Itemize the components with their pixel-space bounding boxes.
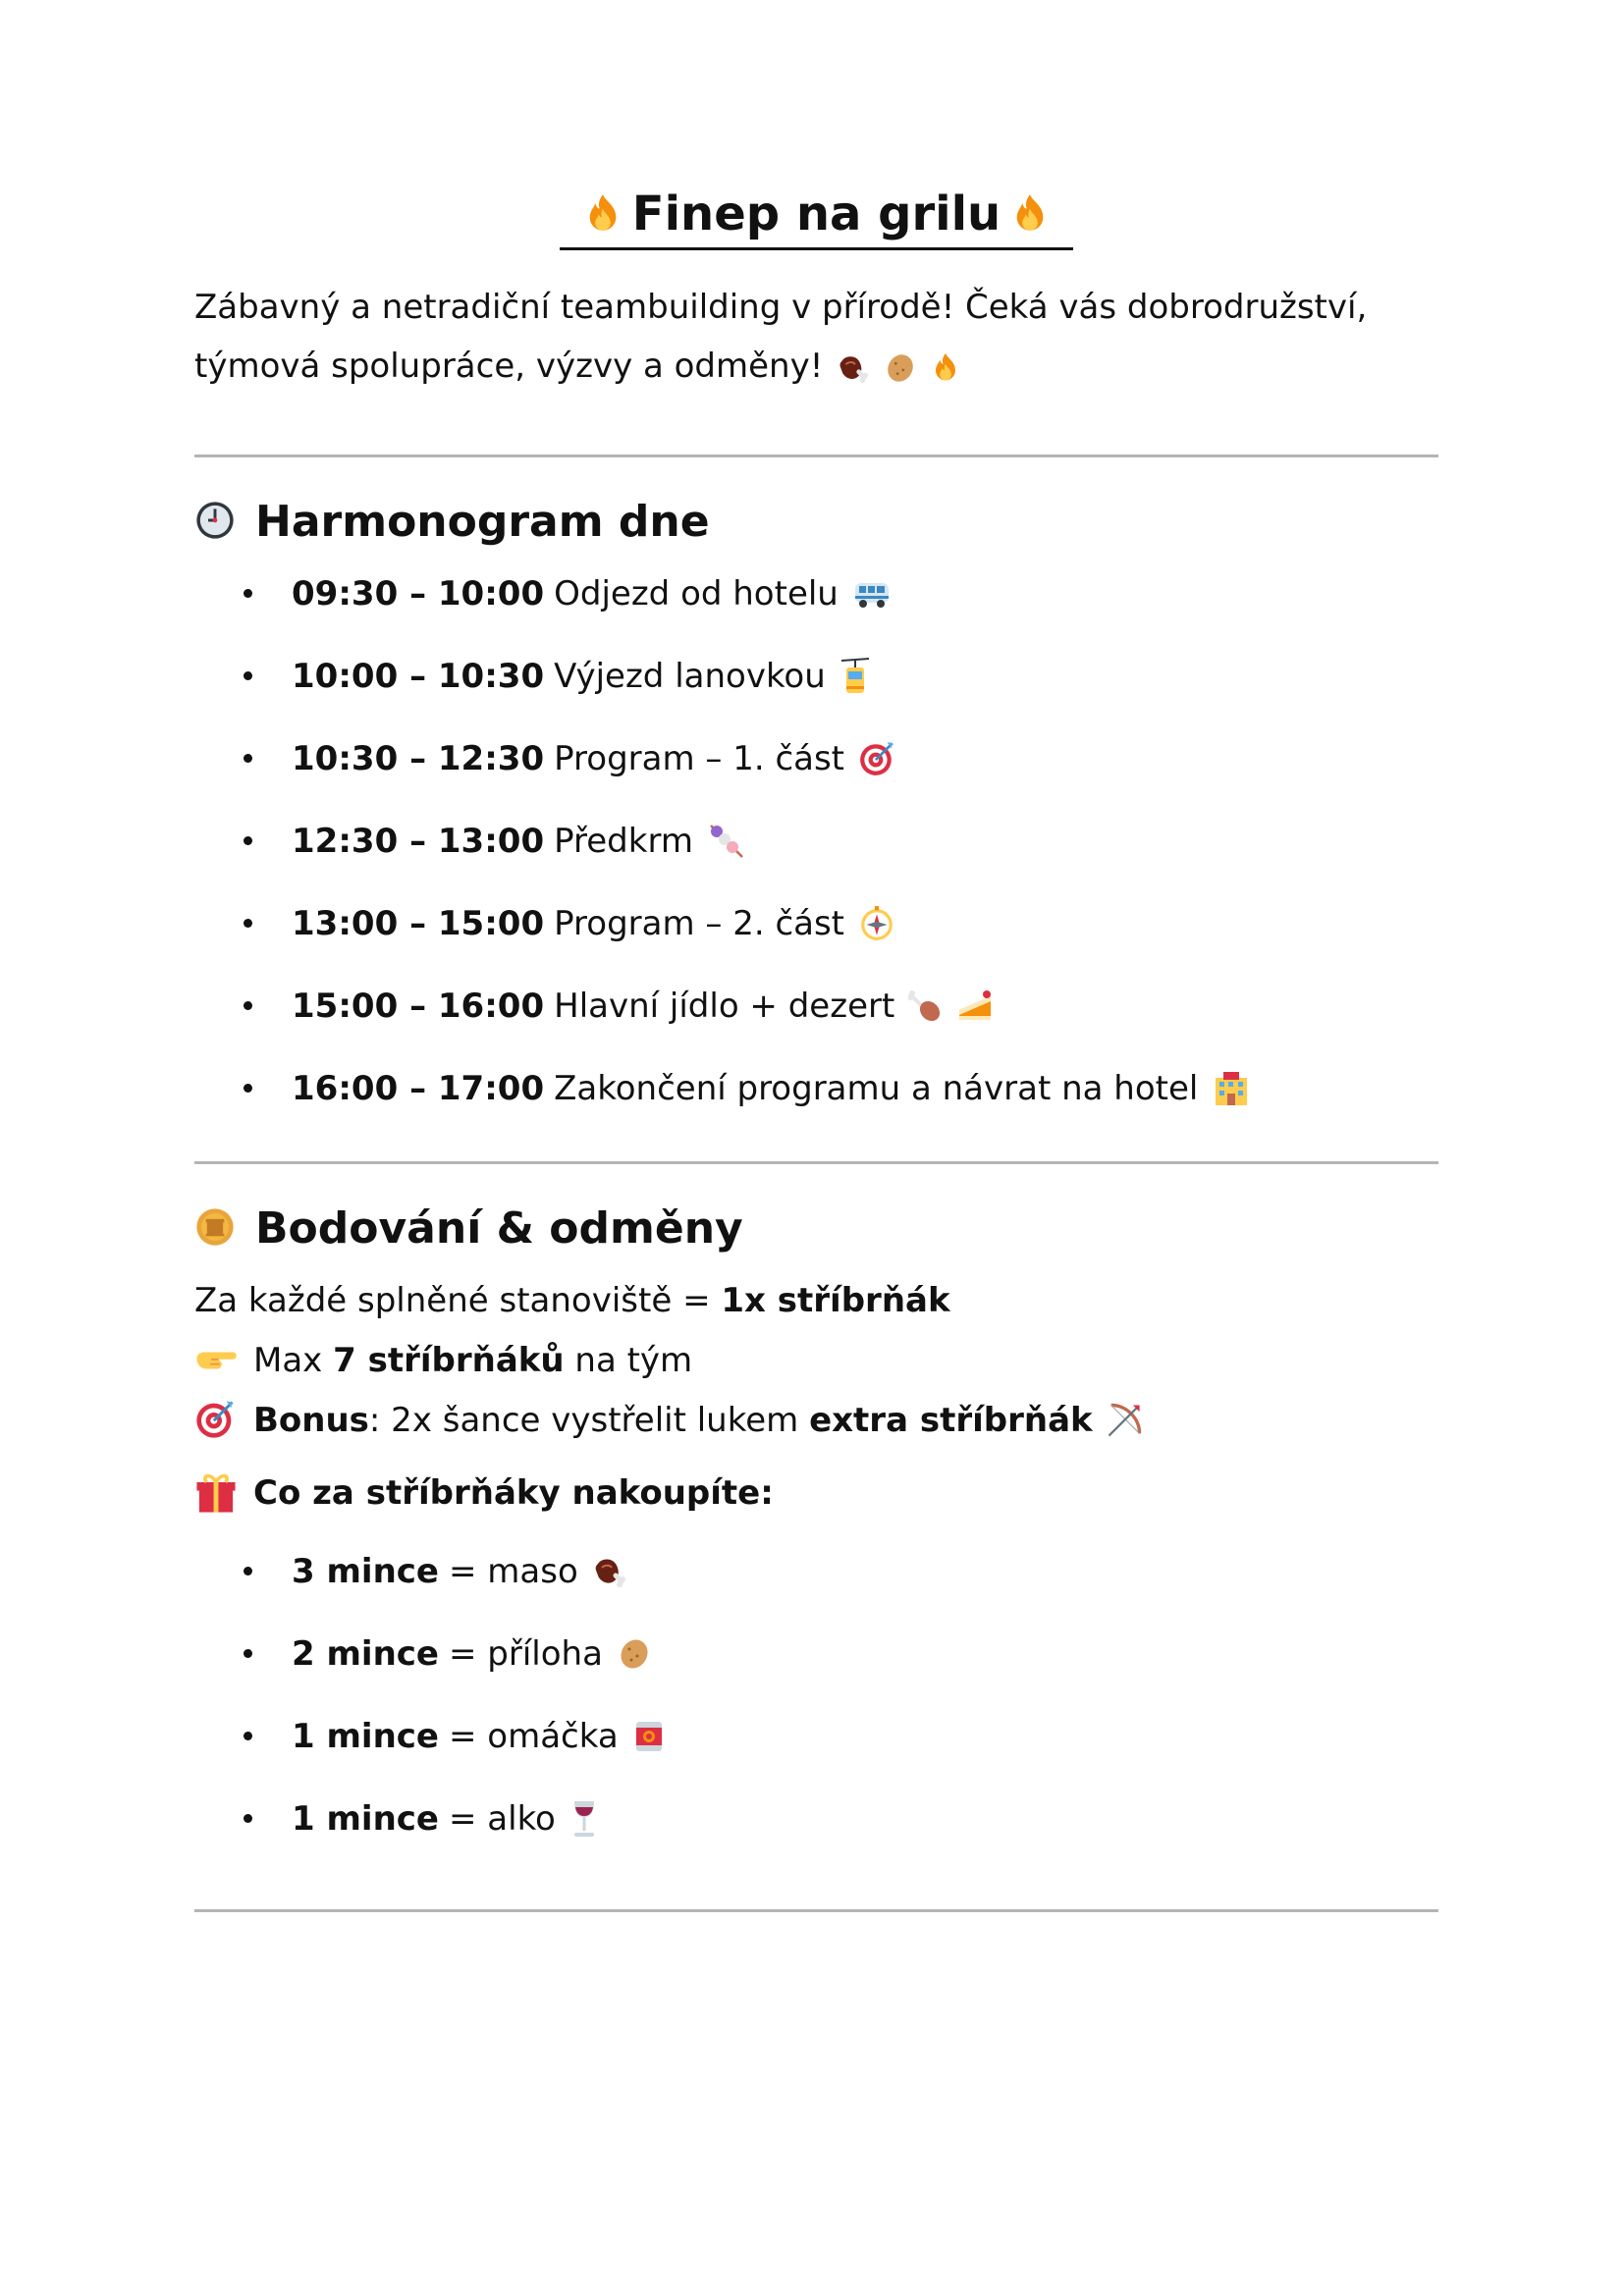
- scoring-line-3-bold2: extra stříbrňák: [809, 1400, 1093, 1440]
- scoring-line-2-bold: 7 stříbrňáků: [333, 1340, 565, 1380]
- scoring-line-2-post: na tým: [564, 1340, 693, 1380]
- shop-item: [244, 1550, 1438, 1593]
- schedule-text: Program – 2. část: [554, 903, 845, 943]
- skewer-icon: [707, 822, 746, 861]
- shop-item: [244, 1715, 1438, 1758]
- coin-icon: [194, 1206, 238, 1250]
- clock-icon: [194, 500, 238, 543]
- schedule-time: 10:00 – 10:30: [292, 656, 545, 696]
- schedule-time: 15:00 – 16:00: [292, 986, 545, 1026]
- fire-icon: [583, 190, 623, 236]
- scoring-line-1-bold: 1x stříbrňák: [721, 1280, 950, 1320]
- sauce-can-icon: [632, 1718, 666, 1755]
- shop-amount: 2 mince: [292, 1633, 439, 1674]
- schedule-text: Program – 1. část: [554, 738, 845, 778]
- schedule-item: [244, 820, 1438, 863]
- scoring-line-3: [194, 1399, 1438, 1442]
- shop-heading-text: Co za stříbrňáky nakoupíte:: [253, 1472, 774, 1513]
- schedule-text: Odjezd od hotelu: [554, 573, 839, 614]
- bullet: [244, 671, 252, 680]
- shop-amount: 3 mince: [292, 1551, 439, 1591]
- cake-icon: [957, 988, 997, 1024]
- bullet: [244, 1084, 252, 1093]
- schedule-item: [244, 737, 1438, 780]
- hotel-icon: [1212, 1070, 1251, 1107]
- potato-icon: [884, 351, 917, 385]
- schedule-text: Zakončení programu a návrat na hotel: [554, 1068, 1199, 1108]
- document-page: [194, 187, 1438, 1912]
- schedule-time: 09:30 – 10:00: [292, 573, 545, 614]
- bullet: [244, 1001, 252, 1010]
- target-icon: [194, 1399, 238, 1442]
- title-block: [194, 187, 1438, 250]
- schedule-text: Předkrm: [554, 821, 693, 861]
- shop-amount: 1 mince: [292, 1798, 439, 1839]
- fire-icon: [931, 349, 960, 385]
- bus-icon: [852, 577, 892, 611]
- fire-icon: [1010, 190, 1050, 236]
- divider: [194, 1909, 1438, 1912]
- intro-paragraph: [194, 278, 1438, 396]
- bow-and-arrow-icon: [1105, 1401, 1144, 1440]
- potato-icon: [617, 1636, 652, 1672]
- gift-icon: [194, 1471, 238, 1515]
- schedule-list: [194, 572, 1438, 1110]
- schedule-item: [244, 572, 1438, 615]
- schedule-item: [244, 902, 1438, 945]
- scoring-line-3-bold: Bonus: [253, 1400, 369, 1440]
- scoring-line-1-text: Za každé splněné stanoviště =: [194, 1280, 722, 1320]
- shop-text: = maso: [449, 1551, 578, 1591]
- schedule-item: [244, 985, 1438, 1028]
- schedule-time: 13:00 – 15:00: [292, 903, 545, 943]
- meat-on-bone-icon: [837, 351, 870, 385]
- title-text: Finep na grilu: [631, 187, 1001, 241]
- schedule-time: 16:00 – 17:00: [292, 1068, 545, 1108]
- schedule-text: Výjezd lanovkou: [554, 656, 826, 696]
- shop-text: = alko: [449, 1798, 556, 1839]
- divider: [194, 1161, 1438, 1164]
- bullet: [244, 919, 252, 928]
- schedule-item: [244, 1067, 1438, 1110]
- drumstick-icon: [908, 988, 944, 1024]
- shop-text: = příloha: [449, 1633, 603, 1674]
- bullet: [244, 589, 252, 598]
- scoring-heading: [194, 1203, 1438, 1254]
- shop-item: [244, 1797, 1438, 1841]
- scoring-heading-text: Bodování & odměny: [255, 1202, 743, 1254]
- bullet: [244, 1732, 252, 1740]
- scoring-line-2: [194, 1339, 1438, 1382]
- bullet: [244, 1567, 252, 1575]
- schedule-heading: [194, 497, 1438, 547]
- target-icon: [858, 740, 895, 777]
- bullet: [244, 836, 252, 845]
- divider: [194, 454, 1438, 457]
- schedule-text: Hlavní jídlo + dezert: [554, 986, 895, 1026]
- scoring-line-3-mid: : 2x šance vystřelit lukem: [368, 1400, 810, 1440]
- scoring-line-2-pre: Max: [253, 1340, 334, 1380]
- shop-text: = omáčka: [449, 1716, 619, 1756]
- page-title: [560, 187, 1073, 250]
- compass-icon: [858, 905, 895, 942]
- meat-on-bone-icon: [592, 1554, 627, 1589]
- schedule-heading-text: Harmonogram dne: [255, 496, 710, 547]
- shop-heading: [194, 1471, 1438, 1515]
- bullet: [244, 1649, 252, 1658]
- wine-glass-icon: [569, 1799, 599, 1839]
- intro-line-1: Zábavný a netradiční teambuilding v přírodě! Čeká vás dobrodružství,: [194, 287, 1368, 327]
- schedule-time: 12:30 – 13:00: [292, 821, 545, 861]
- bullet: [244, 1814, 252, 1823]
- schedule-time: 10:30 – 12:30: [292, 738, 545, 778]
- intro-line-2: týmová spolupráce, výzvy a odměny!: [194, 346, 824, 386]
- shop-amount: 1 mince: [292, 1716, 439, 1756]
- schedule-item: [244, 655, 1438, 698]
- pointing-hand-icon: [194, 1339, 238, 1382]
- bullet: [244, 754, 252, 763]
- aerial-tramway-icon: [839, 657, 871, 696]
- scoring-line-1: [194, 1279, 1438, 1322]
- shop-item: [244, 1632, 1438, 1676]
- shop-list: [194, 1550, 1438, 1841]
